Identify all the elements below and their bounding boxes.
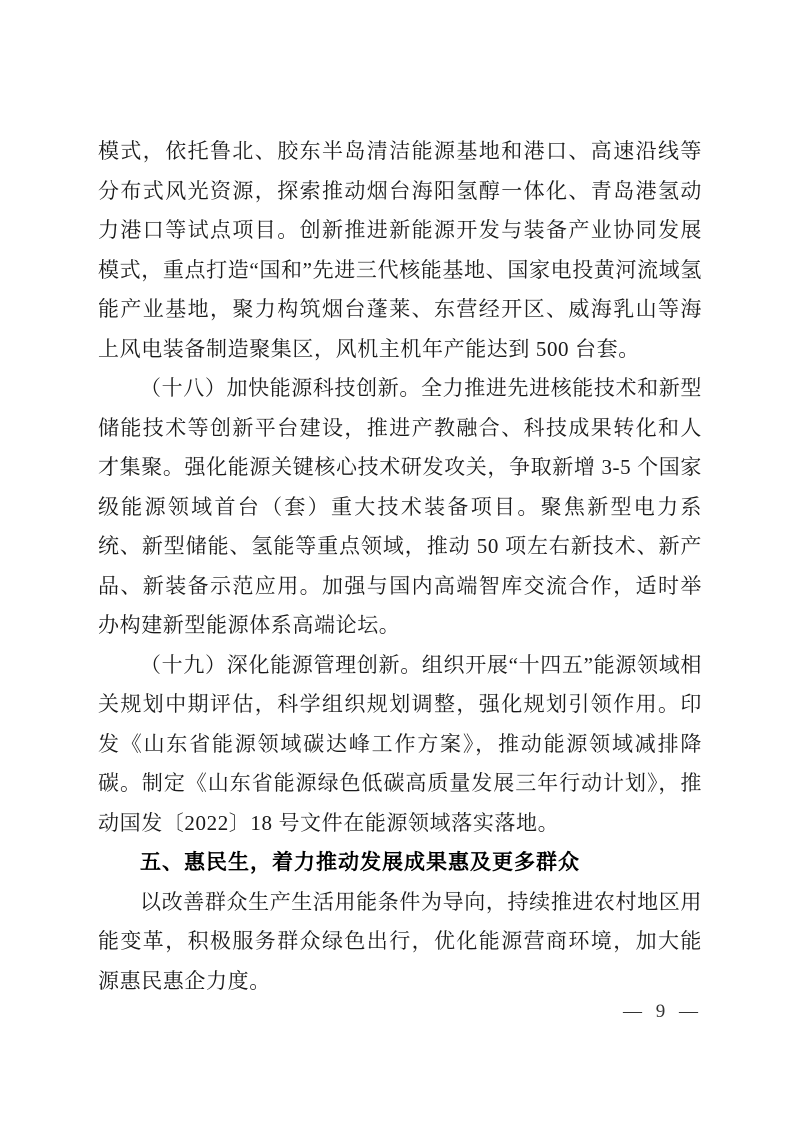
paragraph-closing: 以改善群众生产生活用能条件为导向，持续推进农村地区用能变革，积极服务群众绿色出行，优化能源营商环境，加大能源惠民惠企力度。 (98, 889, 702, 993)
section-heading: 五、惠民生，着力推动发展成果惠及更多群众 (140, 851, 580, 874)
document-content (98, 132, 702, 1001)
paragraph-continuation: 模式，依托鲁北、胶东半岛清洁能源基地和港口、高速沿线等分布式风光资源，探索推动烟台海阳氢醇一体化、青岛港氢动力港口等试点项目。创新推进新能源开发与装备产业协同发展模式，重点打造“国和”先进三代核能基地、国家电投黄河流域氢能产业基地，聚力构筑烟台蓬莱、东营经开区、威海乳山等海上风电装备制造聚集区，风机主机年产能达到 500 台套。 (98, 139, 702, 361)
page-number: — 9 — (623, 1001, 699, 1022)
paragraph-item-18: （十八）加快能源科技创新。全力推进先进核能技术和新型储能技术等创新平台建设，推进产教融合、科技成果转化和人才集聚。强化能源关键核心技术研发攻关，争取新增 3-5 个国家级能源领域首台（套）重大技术装备项目。聚焦新型电力系统、新型储能、氢能等重点领域，推动 50 项左右新技术、新产品、新装备示范应用。加强与国内高端智库交流合作，适时举办构建新型能源体系高端论坛。 (98, 376, 702, 637)
paragraph-item-19: （十九）深化能源管理创新。组织开展“十四五”能源领域相关规划中期评估，科学组织规划调整，强化规划引领作用。印发《山东省能源领域碳达峰工作方案》，推动能源领域减排降碳。制定《山东省能源绿色低碳高质量发展三年行动计划》，推动国发〔2022〕18 号文件在能源领域落实落地。 (98, 652, 702, 835)
